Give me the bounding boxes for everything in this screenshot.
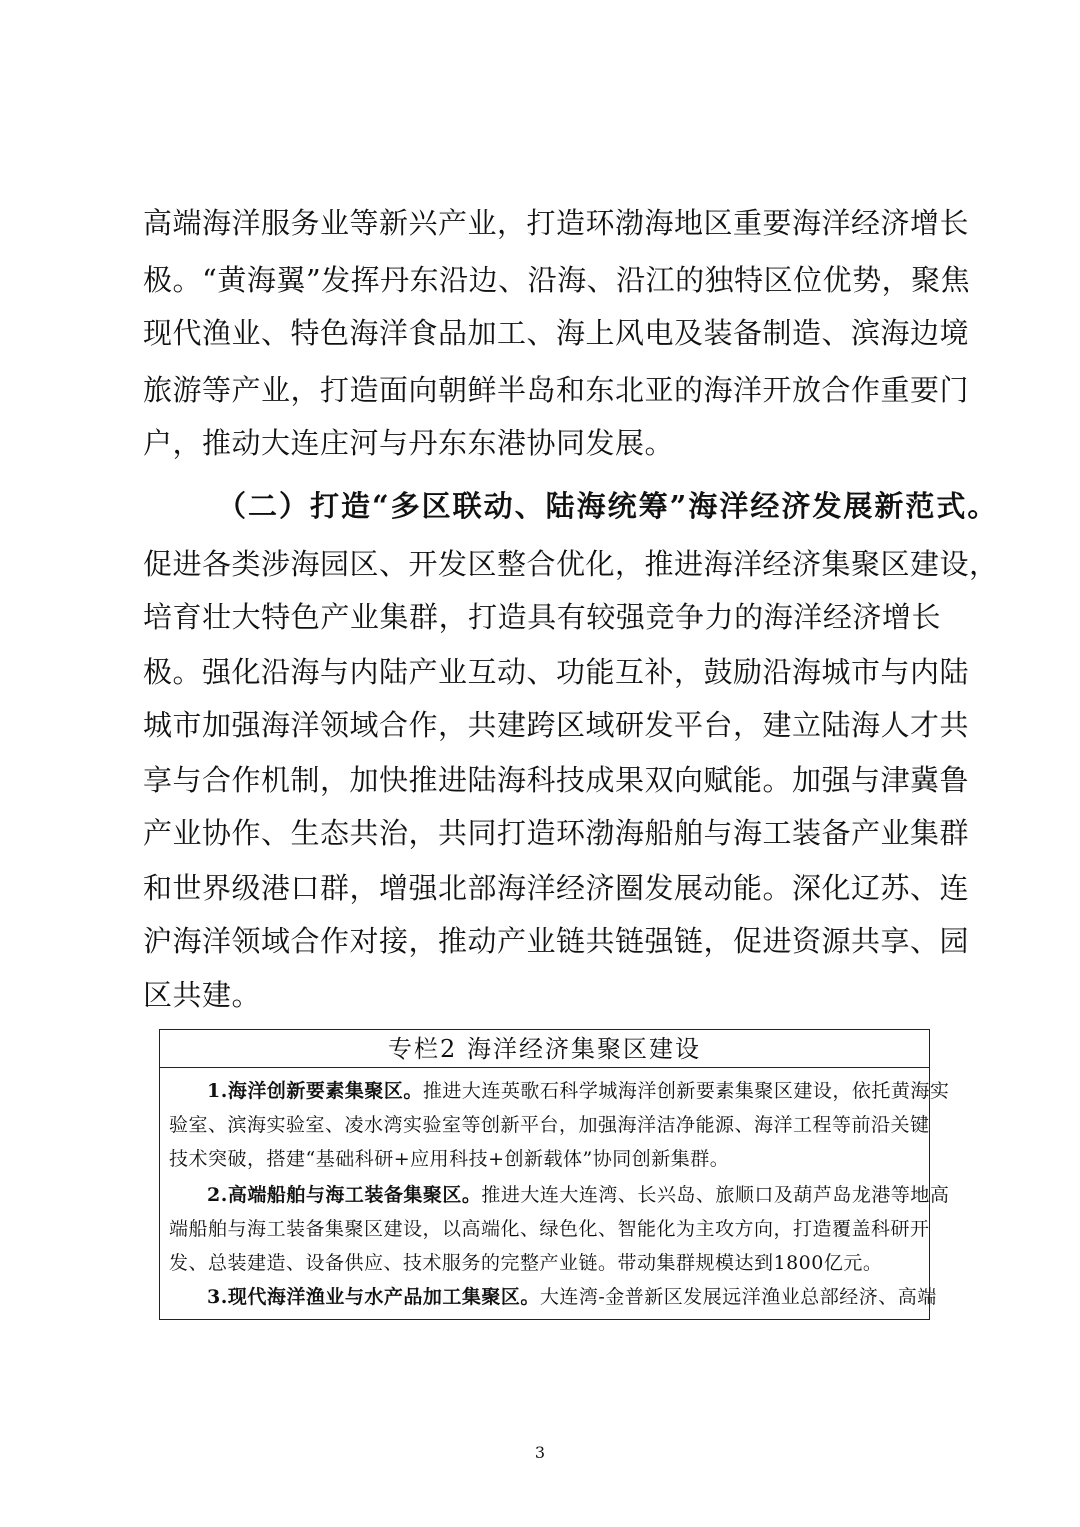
box-item-1-text: 推进大连英歌石科学城海洋创新要素集聚区建设，依托黄海实 — [422, 1080, 950, 1102]
box-item-3-line — [169, 1280, 937, 1314]
box-item-3-text: 大连湾-金普新区发展远洋渔业总部经济、高端 — [539, 1286, 937, 1308]
box-text-line: 发、总装建造、设备供应、技术服务的完整产业链。带动集群规模达到1800亿元。 — [169, 1252, 883, 1274]
section-heading: （二）打造“多区联动、陆海统筹”海洋经济发展新范式。 — [217, 489, 999, 523]
box-text-line: 技术突破，搭建“基础科研+应用科技+创新载体”协同创新集群。 — [169, 1148, 730, 1170]
box-item-2-text: 推进大连大连湾、长兴岛、旅顺口及葫芦岛龙港等地高 — [481, 1184, 950, 1206]
text-line: 产业协作、生态共治，共同打造环渤海船舶与海工装备产业集群 — [143, 816, 970, 850]
text-line: 区共建。 — [143, 978, 262, 1012]
text-line: 培育壮大特色产业集群，打造具有较强竞争力的海洋经济增长 — [143, 600, 941, 634]
text-line: 高端海洋服务业等新兴产业，打造环渤海地区重要海洋经济增长 — [143, 206, 970, 240]
text-line: 极。“黄海翼”发挥丹东沿边、沿海、沿江的独特区位优势，聚焦 — [143, 263, 971, 297]
page-number: 3 — [534, 1443, 546, 1462]
text-line: 极。强化沿海与内陆产业互动、功能互补，鼓励沿海城市与内陆 — [143, 655, 970, 689]
box-item-2-heading: 2.高端船舶与海工装备集聚区。 — [207, 1184, 482, 1206]
box-item-2-line — [169, 1178, 950, 1212]
text-line: 现代渔业、特色海洋食品加工、海上风电及装备制造、滨海边境 — [143, 316, 970, 350]
box-text-line: 验室、滨海实验室、凌水湾实验室等创新平台，加强海洋洁净能源、海洋工程等前沿关键 — [169, 1114, 930, 1136]
column-box — [159, 1029, 950, 1320]
text-line: 沪海洋领域合作对接，推动产业链共链强链，促进资源共享、园 — [143, 924, 970, 958]
text-line: 旅游等产业，打造面向朝鲜半岛和东北亚的海洋开放合作重要门 — [143, 373, 970, 407]
text-line: 和世界级港口群，增强北部海洋经济圈发展动能。深化辽苏、连 — [143, 871, 970, 905]
text-line: 促进各类涉海园区、开发区整合优化，推进海洋经济集聚区建设， — [143, 547, 999, 581]
box-text-line: 端船舶与海工装备集聚区建设，以高端化、绿色化、智能化为主攻方向，打造覆盖科研开 — [169, 1218, 930, 1240]
box-item-1-line — [169, 1074, 950, 1108]
text-line: 享与合作机制，加快推进陆海科技成果双向赋能。加强与津冀鲁 — [143, 763, 970, 797]
text-line: 城市加强海洋领域合作，共建跨区域研发平台，建立陆海人才共 — [143, 708, 970, 742]
column-box-title: 专栏2 海洋经济集聚区建设 — [160, 1030, 929, 1068]
box-item-1-heading: 1.海洋创新要素集聚区。 — [207, 1080, 423, 1102]
box-item-3-heading: 3.现代海洋渔业与水产品加工集聚区。 — [207, 1286, 540, 1308]
text-line: 户，推动大连庄河与丹东东港协同发展。 — [143, 426, 675, 460]
